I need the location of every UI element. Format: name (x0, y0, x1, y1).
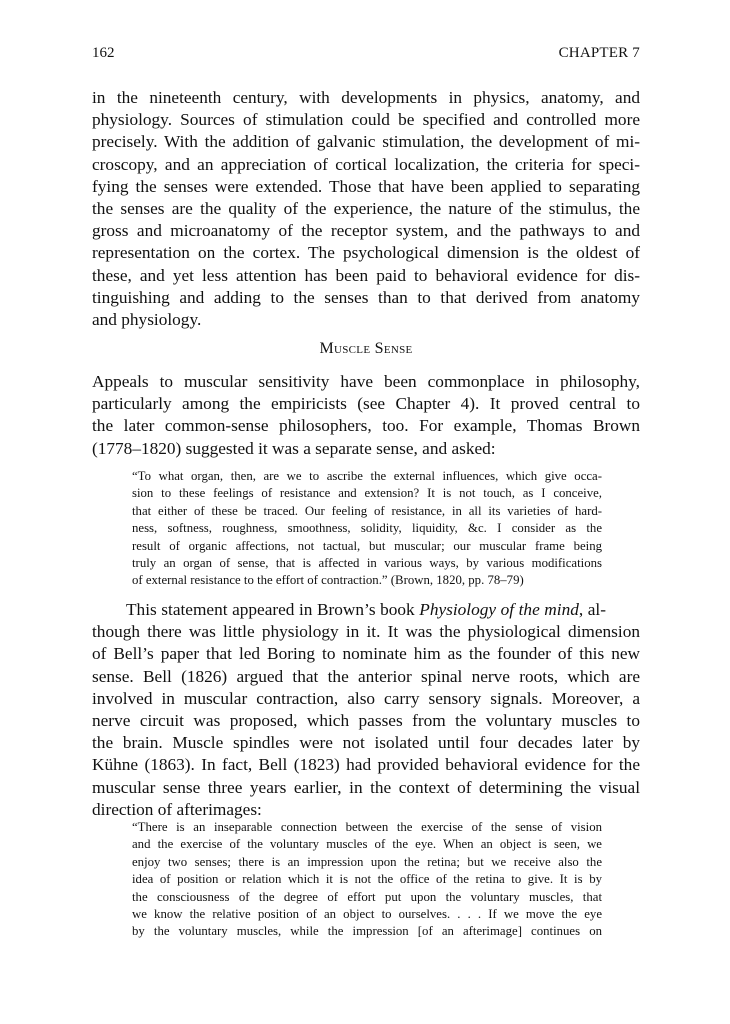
text-line: representation on the cortex. The psychological dimension is the oldest of (92, 243, 640, 263)
text-line: particularly among the empiricists (see Chapter 4). It proved central to (92, 394, 640, 414)
block-quote-bell (132, 819, 602, 941)
quote-line: ness, softness, roughness, smoothness, solidity, liquidity, &c. I consider as the (132, 521, 602, 536)
page-number: 162 (92, 45, 115, 61)
text-line (92, 599, 640, 621)
paragraph-continued (92, 87, 640, 331)
text-line: nerve circuit was proposed, which passes from the voluntary muscles to (92, 711, 640, 731)
text-line: in the nineteenth century, with developments in physics, anatomy, and (92, 88, 640, 107)
quote-line: “To what organ, then, are we to ascribe the external influences, which give occa- (132, 469, 602, 483)
quote-line: sion to these feelings of resistance and extension? It is not touch, as I conceive, (132, 486, 602, 501)
text-run: This statement appeared in Brown’s book (126, 600, 420, 619)
quote-line: idea of position or relation which it is not the office of the retina to give. It is by (132, 872, 602, 887)
paragraph-muscle-sense-intro (92, 371, 640, 460)
text-line: Kühne (1863). In fact, Bell (1823) had provided behavioral evidence for the (92, 755, 640, 775)
text-line: (1778–1820) suggested it was a separate sense, and asked: (92, 438, 496, 458)
text-line: physiology. Sources of stimulation could be specified and controlled more (92, 110, 640, 130)
text-line: precisely. With the addition of galvanic stimulation, the development of mi- (92, 132, 640, 152)
section-heading: Muscle Sense (319, 340, 413, 357)
text-line: fying the senses were extended. Those that have been applied to separating (92, 176, 640, 196)
chapter-label: CHAPTER 7 (558, 45, 640, 61)
text-line: the brain. Muscle spindles were not isolated until four decades later by (92, 733, 640, 753)
block-quote-brown (132, 468, 602, 590)
text-line: direction of afterimages: (92, 799, 262, 819)
text-line: tinguishing and adding to the senses than to that derived from anatomy (92, 287, 640, 307)
text-line: croscopy, and an appreciation of cortical localization, the criteria for speci- (92, 154, 640, 174)
quote-line: result of organic affections, not tactual, but muscular; our muscular frame being (132, 538, 602, 553)
text-line: involved in muscular contraction, also carry sensory signals. Moreover, a (92, 688, 640, 708)
text-run: , al- (578, 600, 606, 619)
quote-line: enjoy two senses; there is an impression upon the retina; but we receive also the (132, 854, 602, 869)
book-title: Physiology of the mind (419, 600, 579, 619)
book-page (92, 0, 640, 1024)
quote-line: and the exercise of the voluntary muscles of the eye. When an object is seen, we (132, 837, 602, 852)
quote-line: the consciousness of the degree of effort put upon the voluntary muscles, that (132, 889, 602, 904)
text-line: the senses are the quality of the experience, the nature of the stimulus, the (92, 199, 640, 219)
text-line: of Bell’s paper that led Boring to nominate him as the founder of this new (92, 644, 640, 664)
text-line: and physiology. (92, 310, 202, 330)
running-header (92, 45, 640, 65)
quote-line: of external resistance to the effort of contraction.” (Brown, 1820, pp. 78–79) (132, 573, 524, 588)
quote-line: “There is an inseparable connection between the exercise of the sense of vision (132, 820, 602, 834)
quote-line: by the voluntary muscles, while the impression [of an afterimage] continues on (132, 924, 602, 939)
quote-line: truly an organ of sense, that is affected in various ways, by various modifications (132, 556, 602, 571)
quote-line: we know the relative position of an object to ourselves. . . . If we move the eye (132, 907, 602, 922)
text-line: though there was little physiology in it. It was the physiological dimension (92, 622, 640, 642)
text-line: gross and microanatomy of the receptor system, and the pathways to and (92, 221, 640, 241)
text-line: Appeals to muscular sensitivity have been commonplace in philosophy, (92, 372, 640, 391)
paragraph-brown-statement (92, 599, 640, 821)
text-line: muscular sense three years earlier, in the context of determining the visual (92, 777, 640, 797)
text-line: these, and yet less attention has been paid to behavioral evidence for dis- (92, 265, 640, 285)
quote-line: that either of these be traced. Our feeling of resistance, in all its varieties of hard- (132, 503, 602, 518)
text-line: sense. Bell (1826) argued that the anterior spinal nerve roots, which are (92, 666, 640, 686)
text-line: the later common-sense philosophers, too. For example, Thomas Brown (92, 416, 640, 436)
